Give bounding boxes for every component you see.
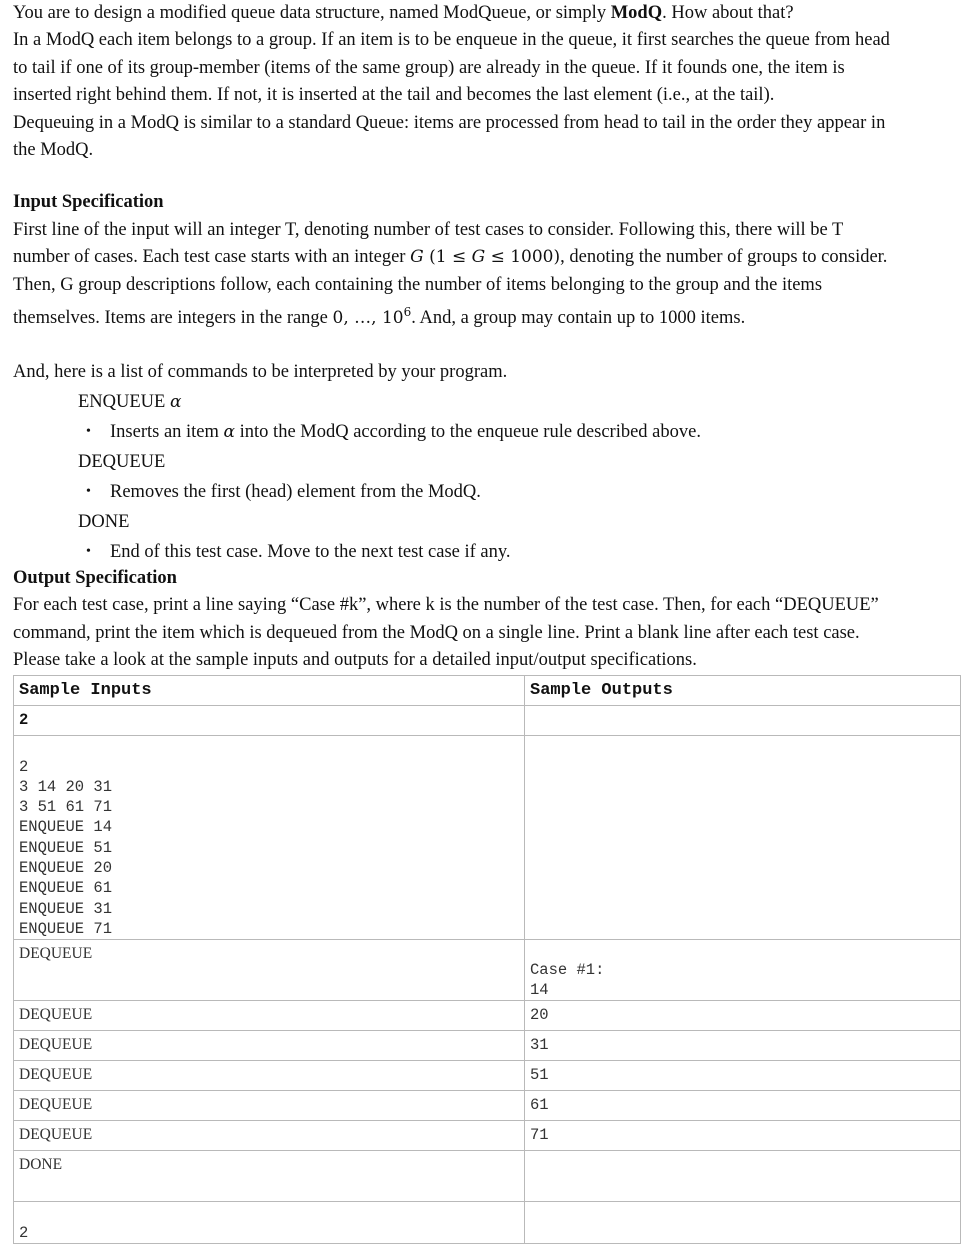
output-cell: 20	[525, 1001, 961, 1031]
input-cell: DEQUEUE	[14, 1061, 525, 1091]
problem-statement	[13, 0, 965, 675]
dequeue-command: DEQUEUE	[78, 451, 166, 472]
input-cell: 2 3 14 20 31 3 51 61 71 ENQUEUE 14 ENQUEUE 51 ENQUEUE 20 ENQUEUE 61 ENQUEUE 31 ENQUEUE 71	[14, 736, 525, 940]
bullet-icon: •	[86, 423, 91, 439]
table-row	[14, 1031, 961, 1061]
table-row	[14, 1091, 961, 1121]
input-cell: 2	[14, 706, 525, 736]
input-cell: DEQUEUE	[14, 1121, 525, 1151]
table-row	[14, 1151, 961, 1202]
input-specification	[13, 189, 965, 332]
input-spec-line-4: themselves. Items are integers in the range 0, …, $10^6$. And, a group may contain up to 1000 items.	[13, 305, 746, 329]
output-cell	[525, 736, 961, 940]
input-spec-heading: Input Specification	[13, 192, 164, 213]
output-specification	[13, 565, 965, 675]
input-spec-line-2: number of cases. Each test case starts with an integer G (1 ≤ G ≤ 1000), denoting the number of groups to consider.	[13, 247, 888, 268]
table-row	[14, 1121, 961, 1151]
intro-line-3: to tail if one of its group-member (items of the same group) are already in the queue. If it founds one, the item is	[13, 57, 845, 78]
table-header-row	[14, 676, 961, 706]
input-cell: DEQUEUE	[14, 1091, 525, 1121]
intro-line-5: Dequeuing in a ModQ is similar to a standard Queue: items are processed from head to tail in the order they appear in	[13, 112, 886, 133]
output-cell: 71	[525, 1121, 961, 1151]
input-spec-line-3: Then, G group descriptions follow, each containing the number of items belonging to the group and the items	[13, 274, 823, 295]
table-row	[14, 1202, 961, 1244]
output-cell: 61	[525, 1091, 961, 1121]
input-cell: DEQUEUE	[14, 940, 525, 1001]
input-cell: 2	[14, 1202, 525, 1244]
enqueue-description: • Inserts an item α into the ModQ according to the enqueue rule described above.	[13, 417, 965, 447]
commands-intro: And, here is a list of commands to be interpreted by your program.	[13, 362, 508, 383]
intro-paragraph	[13, 0, 965, 164]
output-cell	[525, 1151, 961, 1202]
output-cell: 31	[525, 1031, 961, 1061]
intro-line-6: the ModQ.	[13, 140, 94, 161]
output-cell	[525, 1202, 961, 1244]
output-cell	[525, 706, 961, 736]
input-cell: DEQUEUE	[14, 1001, 525, 1031]
output-cell: 51	[525, 1061, 961, 1091]
output-spec-line-1: For each test case, print a line saying “Case #k”, where k is the number of the test case. Then, for each “DEQUEUE”	[13, 595, 879, 616]
dequeue-description: • Removes the first (head) element from the ModQ.	[13, 477, 965, 507]
sample-inputs-header: Sample Inputs	[14, 676, 525, 706]
commands-section	[13, 359, 965, 566]
modq-bold: ModQ	[610, 3, 663, 23]
output-spec-heading: Output Specification	[13, 567, 177, 588]
intro-line-4: inserted right behind them. If not, it is inserted at the tail and becomes the last element (i.e., at the tail).	[13, 85, 775, 106]
table-row	[14, 940, 961, 1001]
done-command: DONE	[78, 511, 130, 532]
bullet-icon: •	[86, 483, 91, 499]
done-description: • End of this test case. Move to the next test case if any.	[13, 537, 965, 567]
enqueue-command: ENQUEUE α	[78, 391, 182, 412]
input-spec-line-1: First line of the input will an integer T, denoting number of test cases to consider. Following this, there will be T	[13, 219, 844, 240]
output-cell: Case #1: 14	[525, 940, 961, 1001]
sample-outputs-header: Sample Outputs	[525, 676, 961, 706]
intro-line-1: You are to design a modified queue data structure, named ModQueue, or simply ModQ. How about that?	[13, 3, 794, 23]
table-row	[14, 736, 961, 940]
table-row	[14, 706, 961, 736]
sample-io-table	[13, 675, 961, 1244]
input-cell: DONE	[14, 1151, 525, 1202]
output-spec-line-3: Please take a look at the sample inputs and outputs for a detailed input/output specifications.	[13, 650, 697, 671]
output-spec-line-2: command, print the item which is dequeued from the ModQ on a single line. Print a blank line after each test case.	[13, 622, 860, 643]
table-row	[14, 1001, 961, 1031]
input-cell: DEQUEUE	[14, 1031, 525, 1061]
bullet-icon: •	[86, 543, 91, 559]
table-row	[14, 1061, 961, 1091]
intro-line-2: In a ModQ each item belongs to a group. If an item is to be enqueue in the queue, it first searches the queue from head	[13, 30, 890, 51]
